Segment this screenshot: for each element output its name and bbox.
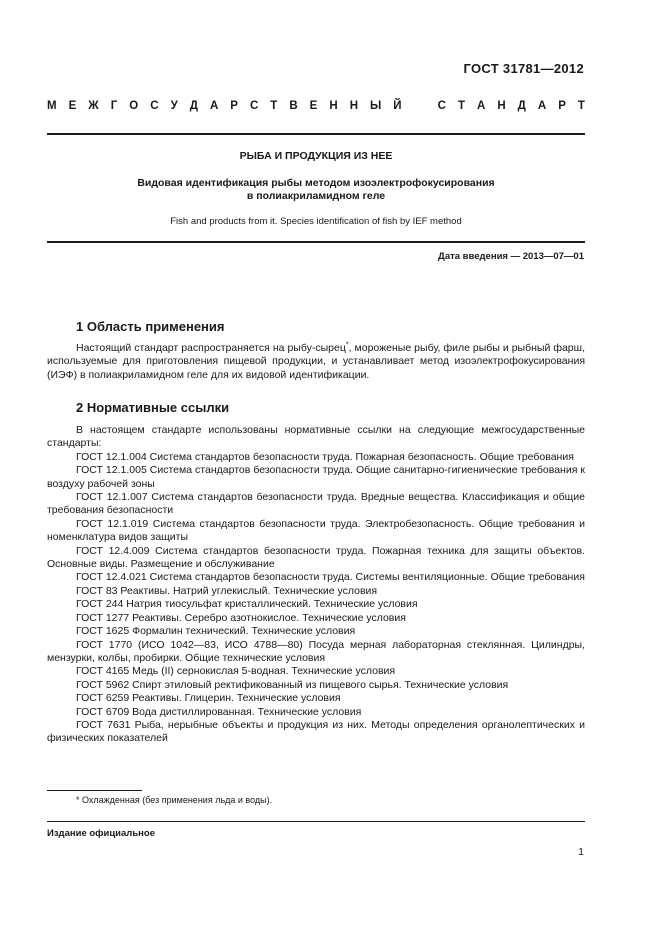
page-number: 1 [578,846,584,858]
references-intro: В настоящем стандарте использованы нормативные ссылки на следующие межгосударственные стандарты: [47,424,585,450]
banner-letter: Г [110,100,118,112]
banner-letter: Т [577,100,585,112]
reference-item: ГОСТ 12.1.004 Система стандартов безопасности труда. Пожарная безопасность. Общие требования [76,450,574,463]
section-1-body [47,342,585,382]
banner-letter: Н [349,100,358,112]
scope-paragraph [47,342,585,382]
footnote-marker[interactable]: * [345,341,349,349]
reference-item: ГОСТ 83 Реактивы. Натрий углекислый. Технические условия [76,584,378,597]
banner-letter: М [47,100,57,112]
section-2-heading: 2 Нормативные ссылки [76,400,230,415]
banner-letter: Т [457,100,465,112]
header-rule [47,133,585,135]
official-edition-label: Издание официальное [47,828,155,839]
banner-letter: У [170,100,178,112]
reference-item: ГОСТ 6709 Вода дистиллированная. Технические условия [76,705,362,718]
english-title: Fish and products from it. Species identification of fish by IEF method [170,216,462,227]
reference-item: ГОСТ 12.1.005 Система стандартов безопасности труда. Общие санитарно-гигиенические требования к воздуху рабочей зоны [47,464,585,490]
banner-letter: Д [517,100,526,112]
reference-item: ГОСТ 6259 Реактивы. Глицерин. Технические условия [76,692,341,705]
reference-item: ГОСТ 12.1.007 Система стандартов безопасности труда. Вредные вещества. Классификация и общие требования безопасности [47,491,585,517]
banner-letter: Т [270,100,278,112]
title-rule [47,241,585,243]
reference-item: ГОСТ 5962 Спирт этиловый ректификованный из пищевого сырья. Технические условия [76,678,509,691]
banner-letter: А [476,100,486,112]
banner-letter: Д [189,100,198,112]
banner-letter: Й [393,100,402,112]
reference-item: ГОСТ 1277 Реактивы. Серебро азотнокислое. Технические условия [76,611,406,624]
banner-letter: В [289,100,298,112]
reference-item: ГОСТ 12.1.019 Система стандартов безопасности труда. Электробезопасность. Общие требования и номенклатура видов защиты [47,517,585,544]
banner-letter: Р [230,100,238,112]
reference-item: ГОСТ 244 Натрия тиосульфат кристаллический. Технические условия [76,598,418,611]
footnote-rule [47,790,142,791]
reference-item: ГОСТ 12.4.021 Система стандартов безопасности труда. Системы вентиляционные. Общие требования [76,571,585,584]
banner-letter: А [209,100,219,112]
subtitle-line-2: в полиакриламидном геле [246,190,386,202]
banner-letter: Н [329,100,338,112]
banner-letter: А [537,100,547,112]
reference-item: ГОСТ 4165 Медь (II) сернокислая 5-водная. Технические условия [76,665,396,678]
document-subtitle [47,177,585,203]
introduction-date: Дата введения — 2013—07—01 [438,251,584,262]
section-2-body [47,424,585,746]
banner-letter: С [249,100,259,112]
banner-letter: О [129,100,139,112]
banner-letter: Ы [370,100,382,112]
scope-text-a: Настоящий стандарт распространяется на рыбу-сырец [76,342,346,354]
banner-letter: Р [558,100,566,112]
footnote-text: * Охлажденная (без применения льда и воды). [76,795,273,805]
footer-rule [47,821,585,822]
reference-list [47,451,585,746]
banner-letter: С [150,100,159,112]
gost-number: ГОСТ 31781—2012 [463,61,584,76]
banner-letter: С [437,100,446,112]
banner-letter: Н [497,100,506,112]
reference-item: ГОСТ 1625 Формалин технический. Технические условия [76,625,356,638]
reference-item: ГОСТ 12.4.009 Система стандартов безопасности труда. Пожарная техника для защиты объектов. Основные виды. Размещение и обслуживание [47,544,585,571]
section-1-heading: 1 Область применения [76,319,225,334]
subtitle-line-1: Видовая идентификация рыбы методом изоэлектрофокусирования [137,177,495,189]
banner-letter: Е [68,100,77,112]
scope-text-b: , мороженые рыбу, филе рыбы и рыбный фарш, используемые для приготовления пищевой продукции, и устанавливает метод изоэлектрофокусирования (ИЭФ) в полиакриламидном геле для их видовой идентификации. [47,342,585,381]
banner-letter: Ж [88,100,99,112]
interstate-standard-banner [47,100,585,112]
reference-item: ГОСТ 1770 (ИСО 1042—83, ИСО 4788—80) Посуда мерная лабораторная стеклянная. Цилиндры, мензурки, колбы, пробирки. Общие технические условия [47,638,585,664]
reference-item: ГОСТ 7631 Рыба, нерыбные объекты и продукция из них. Методы определения органолептических и физических показателей [47,718,585,745]
document-title: РЫБА И ПРОДУКЦИЯ ИЗ НЕЕ [239,150,393,162]
banner-letter: Е [309,100,318,112]
